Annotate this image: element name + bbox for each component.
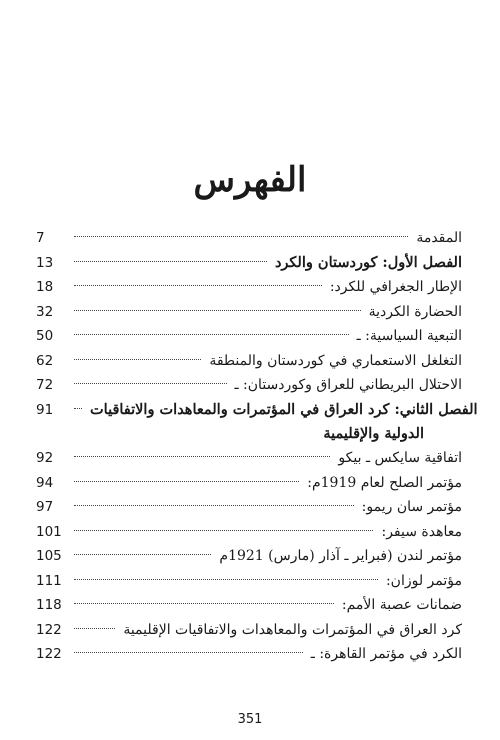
toc-page-number: 105 — [36, 548, 62, 564]
toc-entry — [36, 471, 462, 496]
toc-leader-dots — [74, 261, 267, 262]
toc-leader-dots — [74, 408, 82, 409]
toc-page-number: 97 — [36, 499, 54, 515]
toc-entry — [36, 324, 462, 349]
toc-entry-title: مؤتمر لندن (فبراير ـ آذار (مارس) 1921م — [219, 548, 462, 564]
toc-leader-dots — [74, 334, 349, 335]
toc-page-number: 101 — [36, 523, 62, 540]
toc-page-number: 91 — [36, 401, 54, 418]
toc-leader-dots — [74, 603, 334, 604]
toc-entry-title: التبعية السياسية: ـ — [356, 328, 462, 344]
toc-leader-dots — [74, 359, 201, 360]
toc-entry — [36, 520, 462, 545]
toc-page-number: 122 — [36, 621, 62, 638]
toc-entry — [36, 349, 462, 374]
toc-chapter-entry — [36, 398, 478, 423]
toc-entry-title: الفصل الثاني: كرد العراق في المؤتمرات والمعاهدات والاتفاقيات — [90, 400, 478, 418]
toc-entry — [36, 618, 462, 643]
toc-entry-title: المقدمة — [416, 230, 462, 246]
toc-entry — [36, 544, 462, 569]
toc-page-number: 62 — [36, 352, 54, 369]
toc-leader-dots — [74, 383, 227, 384]
toc-leader-dots — [74, 310, 361, 311]
toc-page-number: 50 — [36, 328, 54, 344]
toc-entry-title: مؤتمر سان ريمو: — [361, 499, 462, 515]
toc-page-number: 94 — [36, 474, 54, 491]
toc-entry — [36, 495, 462, 520]
toc-page-number: 13 — [36, 254, 54, 271]
toc-leader-dots — [74, 236, 408, 237]
toc-leader-dots — [74, 456, 330, 457]
toc-leader-dots — [74, 628, 115, 629]
toc-entry-title: الاحتلال البريطاني للعراق وكوردستان: ـ — [234, 377, 462, 393]
toc-leader-dots — [74, 505, 354, 506]
toc-page-number: 92 — [36, 450, 54, 466]
toc-page-number: 72 — [36, 377, 54, 393]
toc-leader-dots — [74, 530, 373, 531]
toc-page-number: 32 — [36, 303, 54, 320]
toc-entry-title: ضمانات عصبة الأمم: — [341, 597, 462, 613]
toc-entry — [36, 593, 462, 618]
toc-entry-title: الفصل الأول: كوردستان والكرد — [274, 253, 462, 271]
toc-page-number: 118 — [36, 597, 62, 613]
toc-entry — [36, 300, 462, 325]
toc-entry-title: الحضارة الكردية — [368, 303, 462, 320]
page-title: الفهرس — [193, 160, 307, 200]
toc-entry-title: كرد العراق في المؤتمرات والمعاهدات والاتفاقيات الإقليمية — [123, 621, 462, 638]
page-footer-number: 351 — [237, 712, 263, 727]
toc-entry — [36, 373, 462, 398]
toc-entry — [36, 642, 462, 667]
toc-chapter-continuation: الدولية والإقليمية — [323, 425, 424, 442]
toc-leader-dots — [74, 481, 299, 482]
toc-entry — [36, 275, 462, 300]
toc-page-number: 18 — [36, 279, 54, 295]
toc-leader-dots — [74, 652, 303, 653]
toc-entry-title: اتفاقية سايكس ـ بيكو — [338, 450, 462, 466]
toc-page-number: 122 — [36, 646, 62, 662]
toc-chapter-entry — [36, 251, 462, 276]
toc-entry — [36, 226, 462, 251]
toc-entry-title: مؤتمر لوزان: — [385, 572, 462, 589]
toc-entry-title: التغلغل الاستعماري في كوردستان والمنطقة — [209, 352, 462, 369]
toc-page-number: 111 — [36, 572, 62, 589]
toc-entry — [36, 569, 462, 594]
toc-entry — [36, 446, 462, 471]
toc-entry-title: الكرد في مؤتمر القاهرة: ـ — [310, 646, 462, 662]
toc-leader-dots — [74, 285, 322, 286]
toc-entry-title: معاهدة سيفر: — [381, 523, 462, 540]
toc-leader-dots — [74, 554, 211, 555]
table-of-contents — [36, 226, 478, 667]
toc-entry-title: الإطار الجغرافي للكرد: — [329, 279, 462, 295]
toc-leader-dots — [74, 579, 378, 580]
toc-entry-title: مؤتمر الصلح لعام 1919م: — [307, 474, 462, 491]
toc-page-number: 7 — [36, 230, 45, 246]
